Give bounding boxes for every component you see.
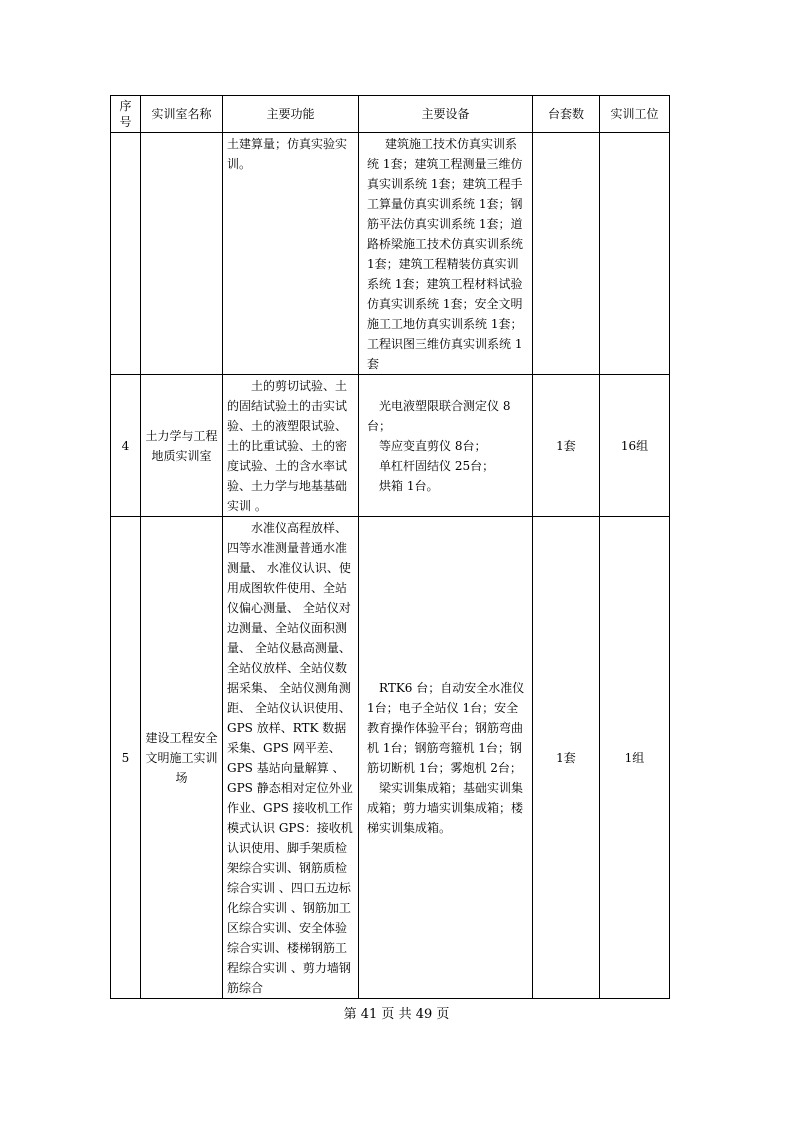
row-count: 1套 bbox=[533, 517, 600, 999]
equipment-line: 烘箱 1台。 bbox=[379, 479, 439, 493]
header-no: 序号 bbox=[111, 96, 141, 133]
equipment-line: 等应变直剪仪 8台； bbox=[379, 439, 487, 453]
equipment-line: 光电液塑限联合测定仪 8台； bbox=[367, 399, 511, 433]
row-no: 5 bbox=[111, 517, 141, 999]
row-no: 4 bbox=[111, 375, 141, 517]
equipment-line: 梁实训集成箱；基础实训集成箱；剪力墙实训集成箱；楼梯实训集成箱。 bbox=[367, 781, 524, 835]
function-text: 土的剪切试验、土的固结试验土的击实试验、土的液塑限试验、土的比重试验、土的密度试验、土的含水率试验、土力学与地基基础实训 。 bbox=[227, 379, 348, 513]
header-count: 台套数 bbox=[533, 96, 600, 133]
row-lab-name bbox=[141, 133, 223, 375]
row-equipment bbox=[359, 517, 533, 999]
header-equipment: 主要设备 bbox=[359, 96, 533, 133]
table-row bbox=[111, 517, 670, 999]
row-lab-name: 建设工程安全文明施工实训场 bbox=[141, 517, 223, 999]
function-text: 水准仪高程放样、四等水准测量普通水准测量、 水准仪认识、使用成图软件使用、全站仪偏心测量、 全站仪对边测量、全站仪面积测量、 全站仪悬高测量、全站仪放样、全站仪数据采集、 全站仪测角测距、 全站仪认识使用、GPS 放样、RTK 数据采集、GPS 网平差、GPS 基站向量解算 、GPS 静态相对定位外业作业、GPS 接收机工作模式认识 GPS：接收机认识使用、脚手架质检架综合实训、钢筋质检综合实训 、四口五边标化综合实训 、钢筋加工区综合实训、安全体验综合实训、楼梯钢筋工程综合实训 、剪力墙钢筋综合 bbox=[227, 521, 353, 995]
header-lab-name: 实训室名称 bbox=[141, 96, 223, 133]
function-text: 土建算量；仿真实验实训。 bbox=[227, 137, 348, 171]
header-function: 主要功能 bbox=[223, 96, 359, 133]
row-equipment bbox=[359, 375, 533, 517]
row-count bbox=[533, 133, 600, 375]
row-function bbox=[223, 133, 359, 375]
row-no bbox=[111, 133, 141, 375]
row-stations bbox=[600, 133, 670, 375]
table-row bbox=[111, 375, 670, 517]
page-footer: 第 41 页 共 49 页 bbox=[343, 1007, 450, 1022]
equipment-line: 单杠杆固结仪 25台； bbox=[379, 459, 495, 473]
row-function bbox=[223, 375, 359, 517]
lab-table bbox=[110, 95, 670, 999]
equipment-line: 建筑施工技术仿真实训系统 1套；建筑工程测量三维仿真实训系统 1套；建筑工程手工算量仿真实训系统 1套；钢筋平法仿真实训系统 1套；道路桥梁施工技术仿真实训系统 1套；建筑工程精装仿真实训系统 1套；建筑工程材料试验仿真实训系统 1套；安全文明施工工地仿真实训系统 1套；工程识图三维仿真实训系统 1套 bbox=[367, 137, 524, 371]
row-equipment bbox=[359, 133, 533, 375]
row-count: 1套 bbox=[533, 375, 600, 517]
row-lab-name: 土力学与工程地质实训室 bbox=[141, 375, 223, 517]
table-row bbox=[111, 133, 670, 375]
table-header-row bbox=[111, 96, 670, 133]
row-stations: 16组 bbox=[600, 375, 670, 517]
equipment-line: RTK6 台；自动安全水准仪 1台；电子全站仪 1台；安全教育操作体验平台；钢筋弯曲机 1台；钢筋弯箍机 1台；钢筋切断机 1台；雾炮机 2台； bbox=[367, 681, 525, 775]
row-stations: 1组 bbox=[600, 517, 670, 999]
row-function bbox=[223, 517, 359, 999]
header-stations: 实训工位 bbox=[600, 96, 670, 133]
